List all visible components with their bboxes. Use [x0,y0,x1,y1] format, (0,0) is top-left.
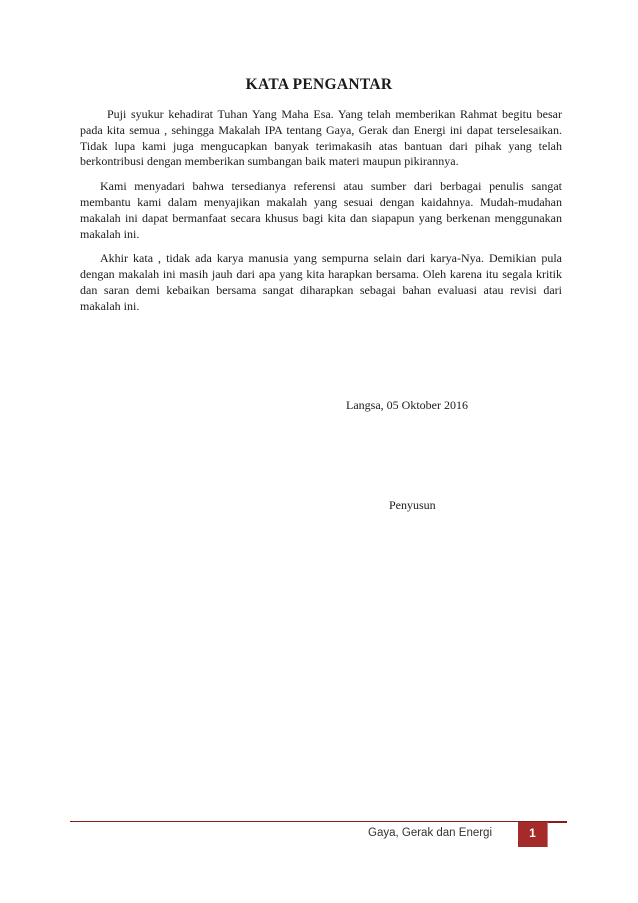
footer-divider [70,821,567,822]
page-number: 1 [518,822,547,847]
signer: Penyusun [389,498,436,512]
paragraph-closing: Akhir kata , tidak ada karya manusia yang sempurna selain dari karya-Nya. Demikian pula dengan makalah ini masih jauh dari apa yang kita harapkan bersama. Oleh karena itu segala kritik dan saran demi kebaikan bersama sangat diharapkan sebagai bahan evaluasi atau revisi dari makalah ini. [80,251,562,313]
paragraph-references: Kami menyadari bahwa tersedianya referensi atau sumber dari berbagai penulis sangat membantu kami dalam menyajikan makalah yang sesuai dengan kaidahnya. Mudah-mudahan makalah ini dapat bermanfaat secara khusus bagi kita dan siapapun yang berkenan menggunakan makalah ini. [80,179,562,241]
body-text [80,107,562,324]
document-title: KATA PENGANTAR [245,76,393,93]
place-date: Langsa, 05 Oktober 2016 [346,398,468,412]
paragraph-opening: Puji syukur kehadirat Tuhan Yang Maha Esa. Yang telah memberikan Rahmat begitu besar pada kita semua , sehingga Makalah IPA tentang Gaya, Gerak dan Energi ini dapat terselesaikan. Tidak lupa kami juga mengucapkan banyak terimakasih atas bantuan dari pihak yang telah berkontribusi dengan memberikan sumbangan baik materi maupun pikirannya. [80,107,562,169]
footer-box-edge [547,822,567,847]
footer-running-title: Gaya, Gerak dan Energi [368,827,493,839]
